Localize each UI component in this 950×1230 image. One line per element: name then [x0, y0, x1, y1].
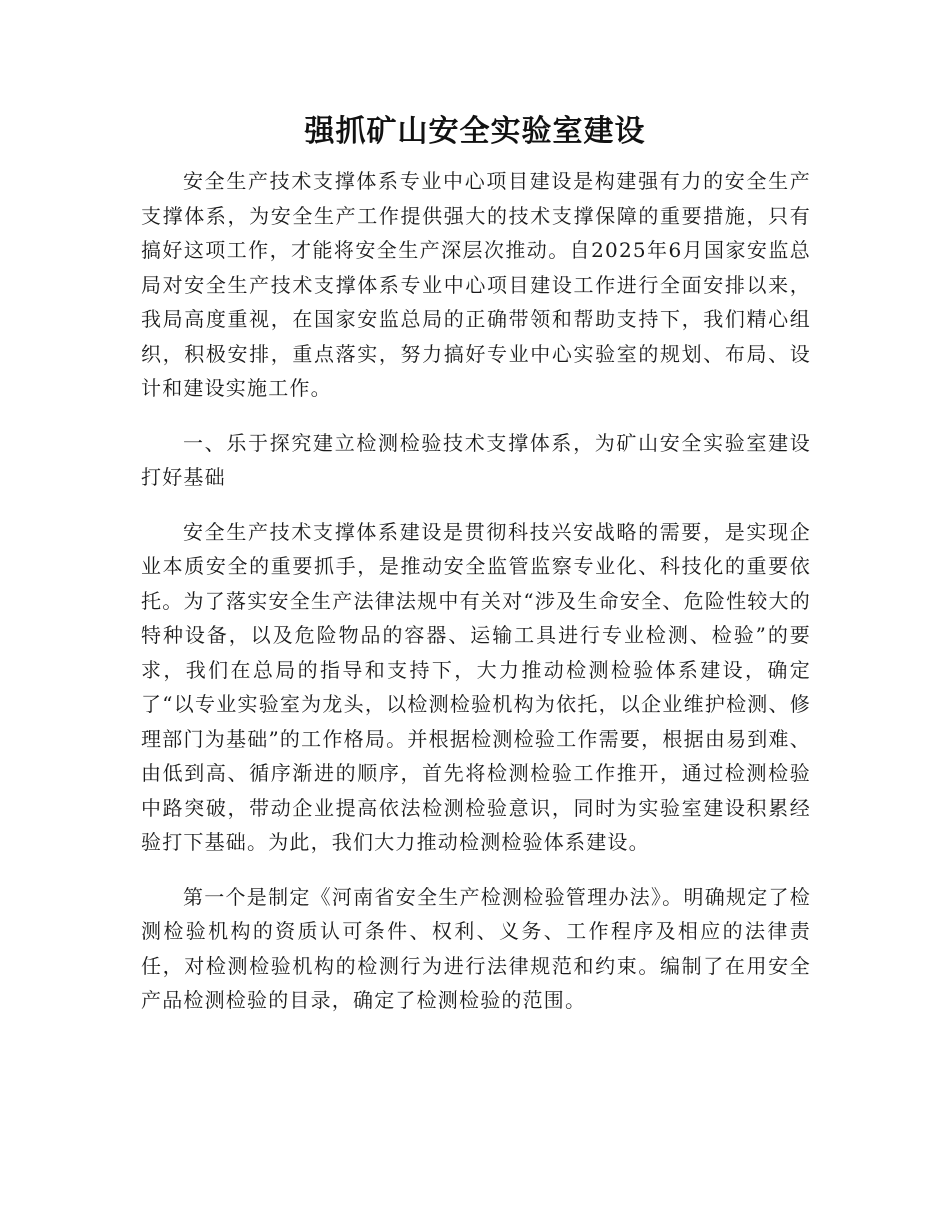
paragraph-support-system: 安全生产技术支撑体系建设是贯彻科技兴安战略的需要，是实现企业本质安全的重要抓手，是推动安全监管监察专业化、科技化的重要依托。为了落实安全生产法律法规中有关对“涉及生命安全、危险性较大的特种设备，以及危险物品的容器、运输工具进行专业检测、检验”的要求，我们在总局的指导和支持下，大力推动检测检验体系建设，确定了“以专业实验室为龙头，以检测检验机构为依托，以企业维护检测、修理部门为基础”的工作格局。并根据检测检验工作需要，根据由易到难、由低到高、循序渐进的顺序，首先将检测检验工作推开，通过检测检验中路突破，带动企业提高依法检测检验意识，同时为实验室建设积累经验打下基础。为此，我们大力推动检测检验体系建设。	[141, 519, 811, 854]
paragraph-intro: 安全生产技术支撑体系专业中心项目建设是构建强有力的安全生产支撑体系，为安全生产工作提供强大的技术支撑保障的重要措施，只有搞好这项工作，才能将安全生产深层次推动。自2025年6月国家安监总局对安全生产技术支撑体系专业中心项目建设工作进行全面安排以来，我局高度重视，在国家安监总局的正确带领和帮助支持下，我们精心组织，积极安排，重点落实，努力搞好专业中心实验室的规划、布局、设计和建设实施工作。	[141, 169, 811, 400]
paragraph-regulation: 第一个是制定《河南省安全生产检测检验管理办法》。明确规定了检测检验机构的资质认可条件、权利、义务、工作程序及相应的法律责任，对检测检验机构的检测行为进行法律规范和约束。编制了在用安全产品检测检验的目录，确定了检测检验的范围。	[141, 884, 811, 1012]
section-heading-1: 一、乐于探究建立检测检验技术支撑体系，为矿山安全实验室建设打好基础	[141, 430, 811, 489]
document-title: 强抓矿山安全实验室建设	[304, 114, 646, 149]
document-body	[141, 164, 811, 1038]
